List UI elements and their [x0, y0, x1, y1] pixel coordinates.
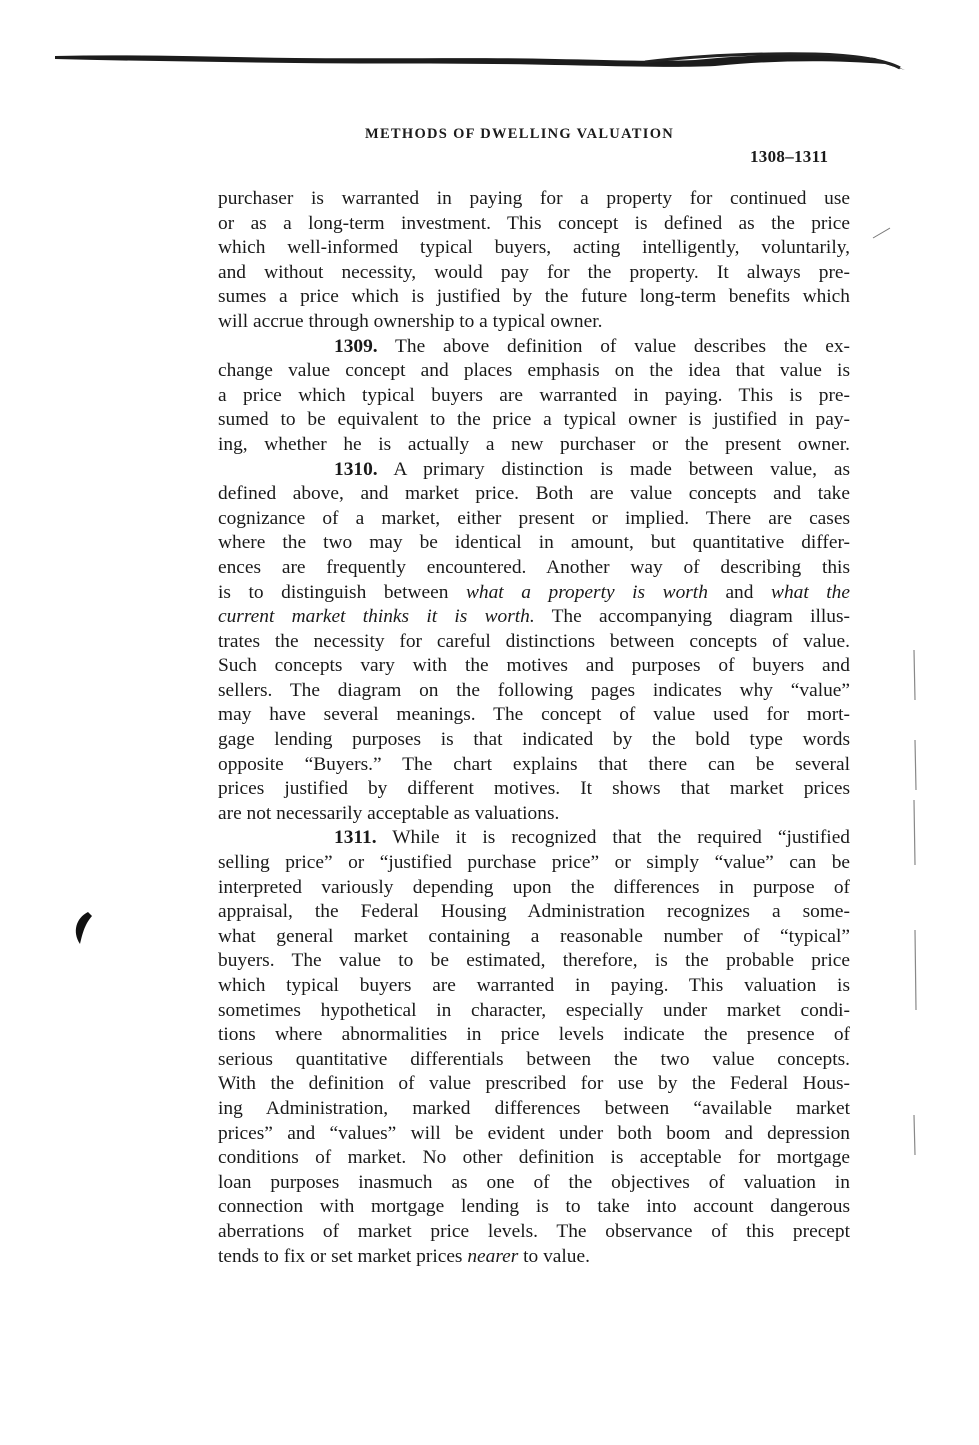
text-run: appraisal, the Federal Housing Administration recognizes a some-: [218, 901, 850, 923]
stray-mark: [873, 228, 890, 238]
text-run: is to distinguish between: [218, 581, 466, 603]
text-run: ences are frequently encountered. Another way of describing this: [218, 556, 850, 578]
text-run: interpreted variously depending upon the differences in purpose of: [218, 876, 850, 898]
text-run: and without necessity, would pay for the property. It always pre-: [218, 261, 850, 283]
text-run: selling price” or “justified purchase price” or simply “value” can be: [218, 852, 850, 874]
italic-phrase: what the: [771, 581, 850, 603]
text-run: to value.: [518, 1245, 590, 1267]
text-run: will accrue through ownership to a typical owner.: [218, 310, 603, 332]
text-run: may have several meanings. The concept of value used for mort-: [218, 704, 850, 726]
text-run: which typical buyers are warranted in paying. This valuation is: [218, 975, 850, 996]
text-run: buyers. The value to be estimated, therefore, is the probable price: [218, 950, 850, 972]
text-run: are not necessarily acceptable as valuations.: [218, 802, 560, 824]
section-number: 1309.: [334, 335, 378, 357]
text-run: sumed to be equivalent to the price a typical owner is justified in pay-: [218, 409, 850, 431]
italic-phrase: current market thinks it is worth.: [218, 606, 535, 628]
text-run: aberrations of market price levels. The observance of this precept: [218, 1220, 850, 1242]
text-run: With the definition of value prescribed for use by the Federal Hous-: [218, 1073, 850, 1095]
text-run: a price which typical buyers are warranted in paying. This is pre-: [218, 384, 850, 406]
text-run: conditions of market. No other definition is acceptable for mortgage: [218, 1147, 850, 1169]
section-number: 1311.: [334, 827, 377, 849]
text-run: loan purposes inasmuch as one of the objectives of valuation in: [218, 1171, 850, 1193]
text-run: defined above, and market price. Both are value concepts and take: [218, 483, 850, 505]
text-run: prices” and “values” will be evident under both boom and depression: [218, 1122, 850, 1144]
text-run: tends to fix or set market prices: [218, 1245, 468, 1267]
text-run: sometimes hypothetical in character, especially under market condi-: [218, 999, 850, 1021]
text-run: gage lending purposes is that indicated by the bold type words: [218, 729, 850, 751]
text-run: what general market containing a reasonable number of “typical”: [218, 925, 850, 947]
text-run: ing Administration, marked differences between “available market: [218, 1097, 850, 1119]
italic-phrase: nearer: [467, 1245, 519, 1267]
text-run: prices justified by different motives. It shows that market prices: [218, 778, 850, 800]
text-run: trates the necessity for careful distinctions between concepts of value.: [218, 630, 850, 652]
text-run: Such concepts vary with the motives and purposes of buyers and: [218, 655, 850, 677]
text-run: and: [707, 581, 772, 603]
text-run: opposite “Buyers.” The chart explains that there can be several: [218, 753, 850, 775]
text-run: or as a long-term investment. This concept is defined as the price: [218, 212, 850, 234]
text-run: While it is recognized that the required “justified: [376, 827, 850, 849]
text-run: which well-informed typical buyers, acting intelligently, voluntarily,: [218, 237, 850, 259]
section-range: 1308–1311: [750, 147, 829, 166]
text-run: connection with mortgage lending is to take into account dangerous: [218, 1196, 850, 1218]
text-run: change value concept and places emphasis on the idea that value is: [218, 360, 850, 382]
running-head: METHODS OF DWELLING VALUATION: [364, 126, 675, 142]
section-number: 1310.: [334, 458, 378, 480]
text-run: where the two may be identical in amount, but quantitative differ-: [218, 532, 850, 554]
text-run: sellers. The diagram on the following pages indicates why “value”: [218, 679, 850, 701]
text-run: sumes a price which is justified by the future long-term benefits which: [218, 286, 850, 308]
text-run: The above definition of value describes the ex-: [377, 335, 850, 357]
text-run: tions where abnormalities in price levels indicate the presence of: [218, 1024, 850, 1046]
binding-marks: [914, 650, 916, 1155]
italic-phrase: what a property is worth: [465, 581, 708, 603]
text-run: cognizance of a market, either present or implied. There are cases: [218, 507, 850, 529]
text-run: A primary distinction is made between value, as: [377, 458, 850, 480]
text-run: ing, whether he is actually a new purchaser or the present owner.: [218, 433, 850, 455]
margin-blot: [76, 912, 92, 944]
text-run: The accompanying diagram illus-: [534, 606, 850, 628]
text-run: serious quantitative differentials between the two value concepts.: [218, 1048, 850, 1070]
text-run: purchaser is warranted in paying for a property for continued use: [218, 188, 850, 209]
